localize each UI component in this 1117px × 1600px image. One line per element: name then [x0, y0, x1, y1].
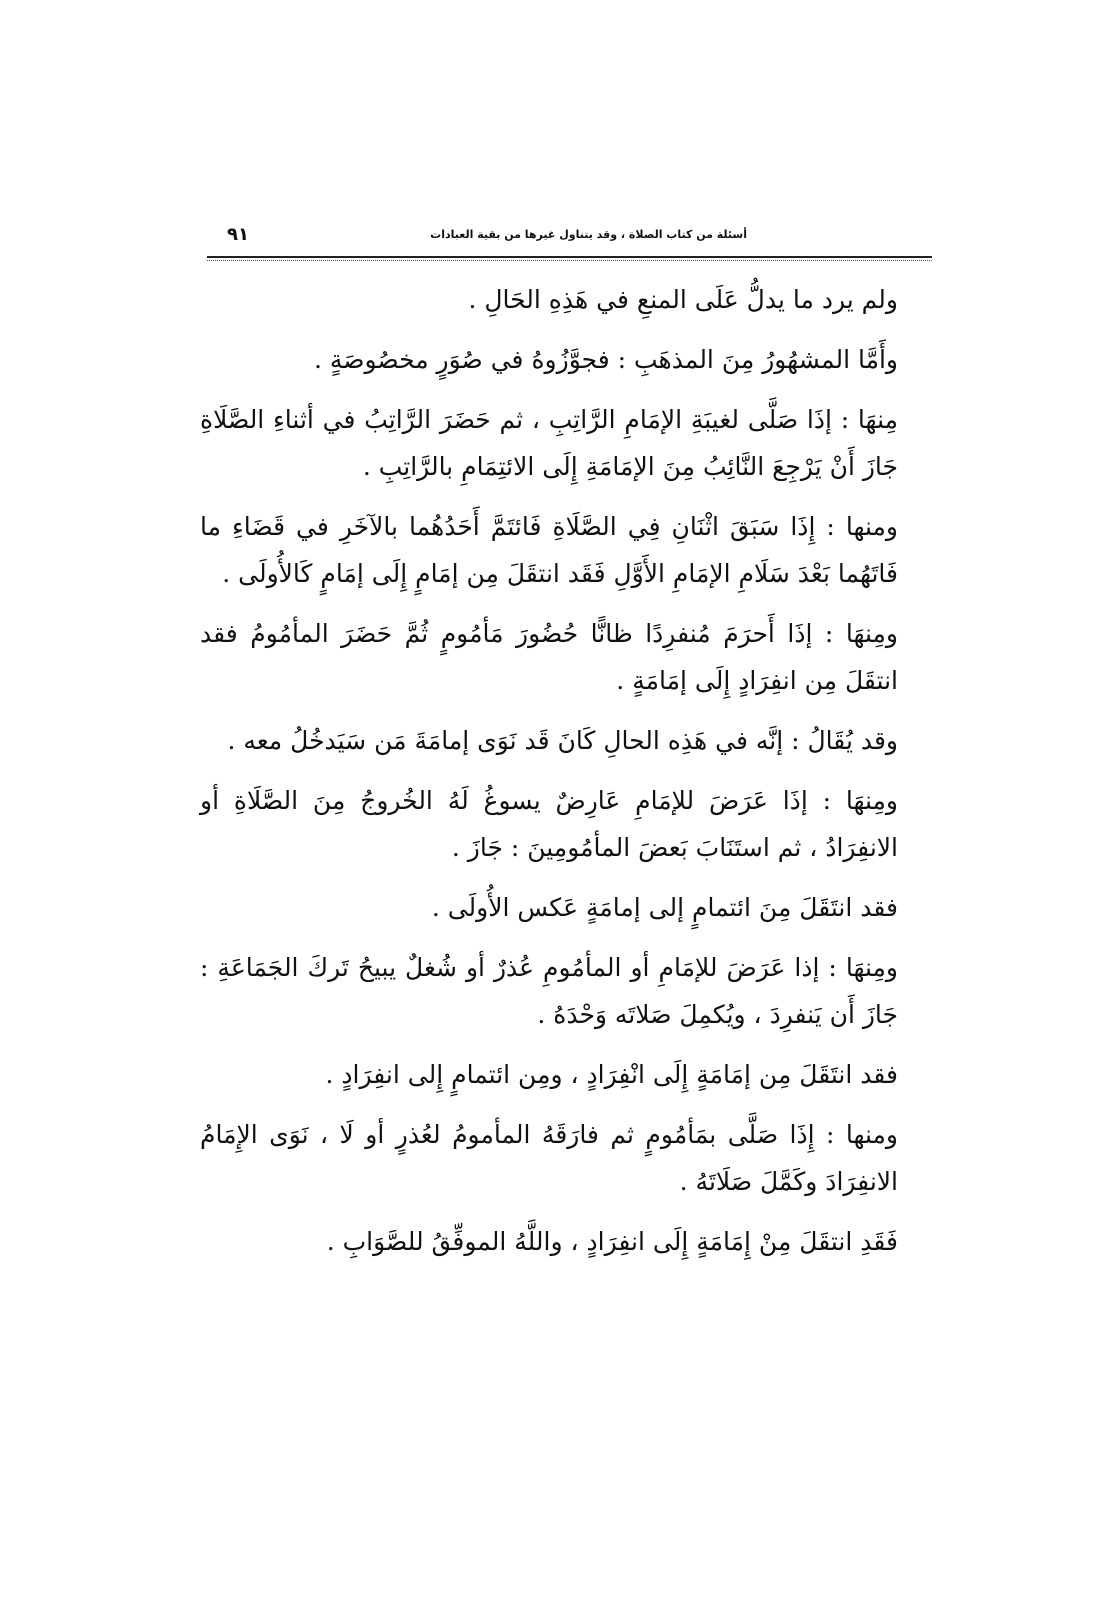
running-header-title: أسئلة من كتاب الصلاة ، وقد يتناول غيرها من بقية العبادات — [430, 228, 747, 241]
paragraph-2: وأَمَّا المشهُورُ مِنَ المذهَبِ : فجوَّزُوهُ في صُوَرٍ مخصُوصَةٍ . — [313, 345, 898, 374]
paragraph-5: ومِنهَا : إذَا أَحرَمَ مُنفرِدًا ظانًّا حُضُورَ مَأمُومٍ ثُمَّ حَضَرَ المأمُومُ فقد انتقَلَ مِن انفِرَادٍ إِلَى إمَامَةٍ . — [200, 619, 898, 695]
paragraph-8: فقد انتَقَلَ مِنَ ائتمامٍ إلى إمامَةٍ عَكس الأُولَى . — [431, 893, 898, 922]
paragraph-7: ومِنهَا : إذَا عَرَضَ للإمَامِ عَارِضٌ يسوغُ لَهُ الخُروجُ مِنَ الصَّلَاةِ أو الانفِرَادُ ، ثم استَنَابَ بَعضَ المأمُومِينَ : جَازَ . — [200, 786, 898, 862]
header-rule — [207, 256, 932, 258]
paragraph-9: ومِنهَا : إذا عَرَضَ للإمَامِ أو المأمُومِ عُذرٌ أو شُغلٌ يبيحُ تَركَ الجَمَاعَةِ : جَازَ أَن يَنفرِدَ ، ويُكمِلَ صَلاتَه وَحْدَهُ . — [200, 953, 898, 1029]
paragraph-11: ومنها : إِذَا صَلَّى بمَأمُومٍ ثم فارَقَهُ المأمومُ لعُذرٍ أو لَا ، نَوَى الإِمَامُ الانفِرَادَ وكَمَّلَ صَلَاتَهُ . — [200, 1120, 898, 1196]
paragraph-10: فقد انتَقَلَ مِن إمَامَةٍ إِلَى انْفِرَادٍ ، ومِن ائتمامٍ إِلى انفِرَادٍ . — [325, 1060, 898, 1089]
header-rule-dotted — [207, 260, 932, 261]
body-text — [200, 276, 922, 1278]
paragraph-3: مِنهَا : إذَا صَلَّى لغيبَةِ الإمَامِ الرَّاتِبِ ، ثم حَضَرَ الرَّاتِبُ في أثناءِ الصَّلَاةِ جَازَ أَنْ يَرْجِعَ النَّائِبُ مِنَ الإمَامَةِ إِلَى الائتِمَامِ بالرَّاتِبِ . — [200, 405, 899, 481]
paragraph-1: ولم يرد ما يدلُّ عَلَى المنعِ في هَذِهِ الحَالِ . — [468, 285, 898, 314]
paragraph-12: فَقَدِ انتقَلَ مِنْ إِمَامَةٍ إِلَى انفِرَادٍ ، واللَّهُ الموفِّقُ للصَّوَابِ . — [326, 1227, 898, 1256]
paragraph-6: وقد يُقَالُ : إنَّه في هَذِه الحالِ كَانَ قَد نَوَى إمامَةَ مَن سَيَدخُلُ معه . — [227, 726, 898, 755]
running-header — [207, 222, 932, 252]
page-number: ٩١ — [227, 224, 249, 245]
paragraph-4: ومنها : إِذَا سَبَقَ اثْنَانِ فِي الصَّلَاةِ فَائتَمَّ أَحَدُهُما بالآخَرِ في قَضَاءِ ما فَاتَهُما بَعْدَ سَلَامِ الإمَامِ الأَوَّلِ فَقَد انتقَلَ مِن إمَامٍ إِلَى إمَامٍ كَالأُولَى . — [200, 512, 898, 588]
